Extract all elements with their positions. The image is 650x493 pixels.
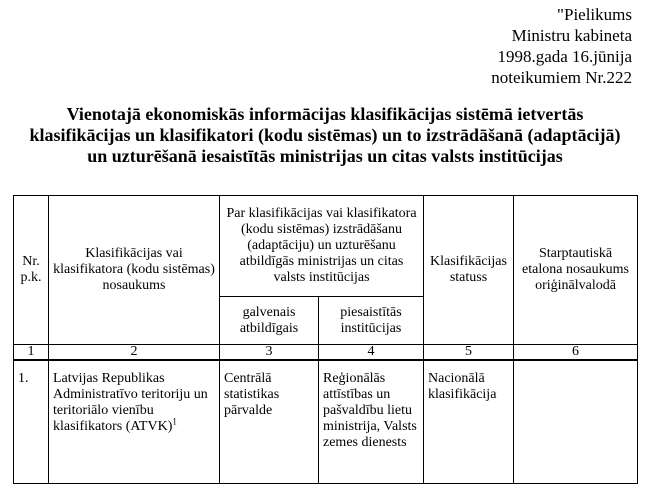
table-row xyxy=(14,360,638,484)
header-name: Klasifikācijas vai klasifikatora (kodu sistēmas) nosaukums xyxy=(49,196,220,345)
cell-intl xyxy=(514,360,638,484)
appendix-line: noteikumiem Nr.222 xyxy=(491,68,632,87)
footnote-marker: 1 xyxy=(172,416,177,427)
header-status: Klasifikācijas statuss xyxy=(424,196,514,345)
cell-nr: 1. xyxy=(14,360,49,484)
column-number: 1 xyxy=(14,345,49,361)
title-line: un uzturēšanā iesaistītās ministrijas un citas valsts institūcijas xyxy=(87,146,563,166)
cell-name-text: Latvijas Republikas Administratīvo teritoriju un teritoriālo vienību klasifikators (ATVK) xyxy=(53,371,208,434)
column-number: 3 xyxy=(220,345,319,361)
header-intl: Starptautiskā etalona nosaukums oriģinālvalodā xyxy=(514,196,638,345)
classification-table xyxy=(13,195,638,484)
title-line: Vienotajā ekonomiskās informācijas klasifikācijas sistēmā ietvertās xyxy=(66,104,584,124)
column-number: 4 xyxy=(319,345,424,361)
cell-status: Nacionālā klasifikācija xyxy=(424,360,514,484)
appendix-line: 1998.gada 16.jūnija xyxy=(497,47,632,66)
header-row xyxy=(14,196,638,297)
title-line: klasifikācijas un klasifikatori (kodu sistēmas) un to izstrādāšanā (adaptācijā) xyxy=(29,125,621,145)
cell-name xyxy=(49,360,220,484)
column-number: 2 xyxy=(49,345,220,361)
header-main: galvenais atbildīgais xyxy=(220,297,319,345)
header-nr: Nr. p.k. xyxy=(14,196,49,345)
cell-involved: Reģionālās attīstības un pašvaldību lietu ministrija, Valsts zemes dienests xyxy=(319,360,424,484)
document-title xyxy=(0,104,650,167)
appendix-line: "Pielikums xyxy=(557,5,632,24)
column-number: 5 xyxy=(424,345,514,361)
column-number: 6 xyxy=(514,345,638,361)
header-responsible-group: Par klasifikācijas vai klasifikatora (kodu sistēmas) izstrādāšanu (adaptāciju) un uzturēšanu atbildīgās ministrijas un citas valsts institūcijas xyxy=(220,196,424,297)
appendix-line: Ministru kabineta xyxy=(511,26,632,45)
column-number-row xyxy=(14,345,638,361)
cell-main: Centrālā statistikas pārvalde xyxy=(220,360,319,484)
appendix-reference xyxy=(491,4,632,88)
header-involved: piesaistītās institūcijas xyxy=(319,297,424,345)
